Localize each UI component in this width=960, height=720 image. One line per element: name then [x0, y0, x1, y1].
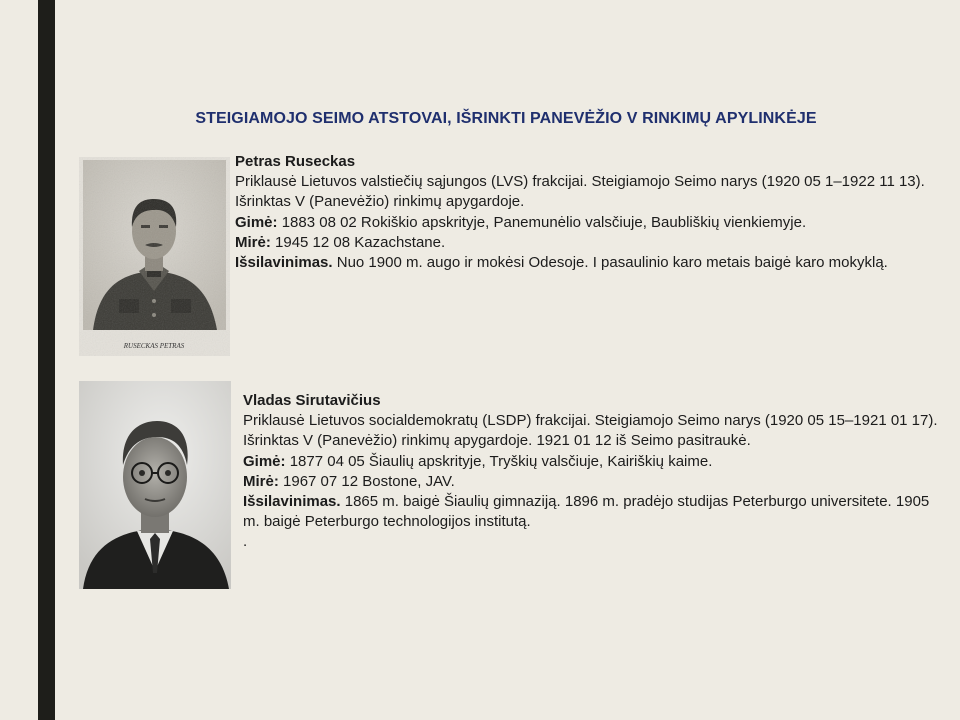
died-line: [235, 233, 947, 253]
faction-text: Priklausė Lietuvos valstiečių sąjungos (LVS) frakcijai. Steigiamojo Seimo narys (1920 05 1–1922 11 13). Išrinktas V (Panevėžio) rinkimų apygardoje.: [235, 173, 925, 211]
person-name: Petras Ruseckas: [235, 153, 356, 170]
born-line: [243, 452, 943, 472]
born-line: [235, 213, 947, 233]
education-line: [235, 253, 947, 273]
education-text: Nuo 1900 m. augo ir mokėsi Odesoje. I pasaulinio karo metais baigė karo mokyklą.: [336, 254, 888, 272]
born-label: Gimė:: [243, 452, 286, 470]
trailing-dot: .: [243, 533, 248, 551]
died-label: Mirė:: [243, 472, 279, 490]
left-decorative-bar: [38, 0, 55, 720]
education-text: 1865 m. baigė Šiaulių gimnaziją. 1896 m. pradėjo studijas Peterburgo universitete. 1905 m. baigė Peterburgo technologijos institutą.: [243, 493, 930, 531]
portrait-sirutavicius-image: [79, 381, 231, 589]
portrait-photo-ruseckas: [79, 157, 230, 356]
born-label: Gimė:: [235, 213, 278, 231]
slide-title: STEIGIAMOJO SEIMO ATSTOVAI, IŠRINKTI PANEVĖŽIO V RINKIMŲ APYLINKĖJE: [195, 110, 817, 127]
person-name: Vladas Sirutavičius: [243, 392, 381, 409]
bio-sirutavicius: [243, 391, 943, 553]
portrait-photo-sirutavicius: [79, 381, 231, 589]
photo-caption: RUSECKAS PETRAS: [123, 342, 185, 350]
died-text: 1967 07 12 Bostone, JAV.: [283, 472, 455, 490]
education-label: Išsilavinimas.: [243, 493, 341, 511]
died-line: [243, 472, 943, 492]
died-label: Mirė:: [235, 233, 271, 251]
born-text: 1877 04 05 Šiaulių apskrityje, Tryškių valsčiuje, Kairiškių kaime.: [289, 452, 713, 470]
education-label: Išsilavinimas.: [235, 254, 333, 272]
portrait-ruseckas-image: [79, 157, 230, 356]
bio-ruseckas: [235, 152, 947, 273]
education-line: [243, 492, 943, 532]
died-text: 1945 12 08 Kazachstane.: [275, 233, 446, 251]
born-text: 1883 08 02 Rokiškio apskrityje, Panemunėlio valsčiuje, Baubliškių vienkiemyje.: [281, 213, 807, 231]
faction-text: Priklausė Lietuvos socialdemokratų (LSDP) frakcijai. Steigiamojo Seimo narys (1920 05 15–1921 01 17). Išrinktas V (Panevėžio) rinkimų apygardoje. 1921 01 12 iš Seimo pasitraukė.: [243, 412, 938, 450]
